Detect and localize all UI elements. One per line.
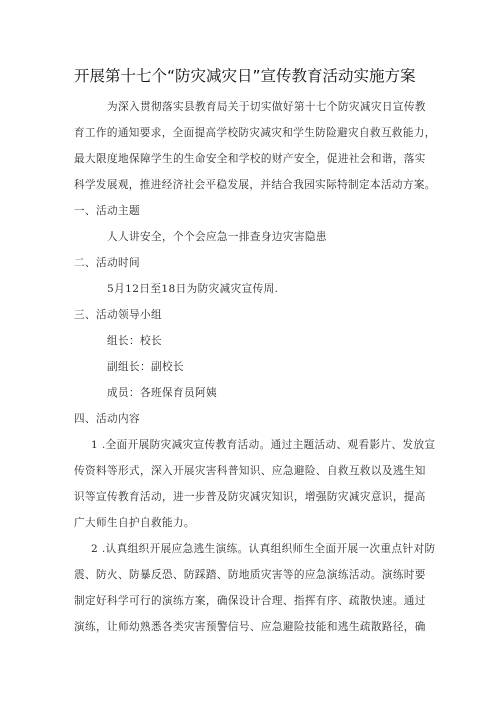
intro-line-2: 育工作的通知要求，全面提高学校防灾减灾和学生防险避灾自救互救能力， xyxy=(74,127,436,139)
section-heading-theme: 一、活动主题 xyxy=(74,205,140,217)
section-heading-time: 二、活动时间 xyxy=(74,257,140,269)
time-content: 5月12日至18日为防灾减灾宣传周. xyxy=(107,283,279,295)
item1-line-3: 识等宣传教育活动，进一步普及防灾减灾知识，增强防灾减灾意识，提高 xyxy=(74,491,426,503)
item2-line-3: 制定好科学可行的演练方案，确保设计合理、指挥有序、疏散快速。通过 xyxy=(74,595,426,607)
document-title: 开展第十七个“防灾减灾日”宣传教育活动实施方案 xyxy=(74,67,416,85)
intro-line-1: 为深入贯彻落实县教育局关于切实做好第十七个防灾减灾日宣传教 xyxy=(107,101,426,113)
section-heading-leadership: 三、活动领导小组 xyxy=(74,309,162,321)
intro-line-3: 最大限度地保障学生的生命安全和学校的财产安全，促进社会和谐，落实 xyxy=(74,153,426,165)
item1-line-4: 广大师生自护自救能力。 xyxy=(74,517,195,529)
deputy-leader-line: 副组长：副校长 xyxy=(107,361,184,373)
theme-content: 人人讲安全，个个会应急一排查身边灾害隐患 xyxy=(107,231,327,243)
section-heading-content: 四、活动内容 xyxy=(74,413,140,425)
item1-line-1: 1 .全面开展防灾减灾宣传教育活动。通过主题活动、观看影片、发放宣 xyxy=(91,439,436,451)
leader-line: 组长：校长 xyxy=(107,335,162,347)
members-line: 成员：各班保育员阿姨 xyxy=(107,387,217,399)
intro-line-4: 科学发展观，推进经济社会平稳发展，并结合我园实际特制定本活动方案。 xyxy=(74,179,436,191)
item2-line-4: 演练，让师幼熟悉各类灾害预警信号、应急避险技能和逃生疏散路径，确 xyxy=(74,621,426,633)
item2-line-2: 震、防火、防暴反恐、防踩踏、防地质灾害等的应急演练活动。演练时要 xyxy=(74,569,426,581)
item1-line-2: 传资料等形式，深入开展灾害科普知识、应急避险、自救互救以及逃生知 xyxy=(74,465,426,477)
item2-line-1: 2 .认真组织开展应急逃生演练。认真组织师生全面开展一次重点针对防 xyxy=(91,543,436,555)
